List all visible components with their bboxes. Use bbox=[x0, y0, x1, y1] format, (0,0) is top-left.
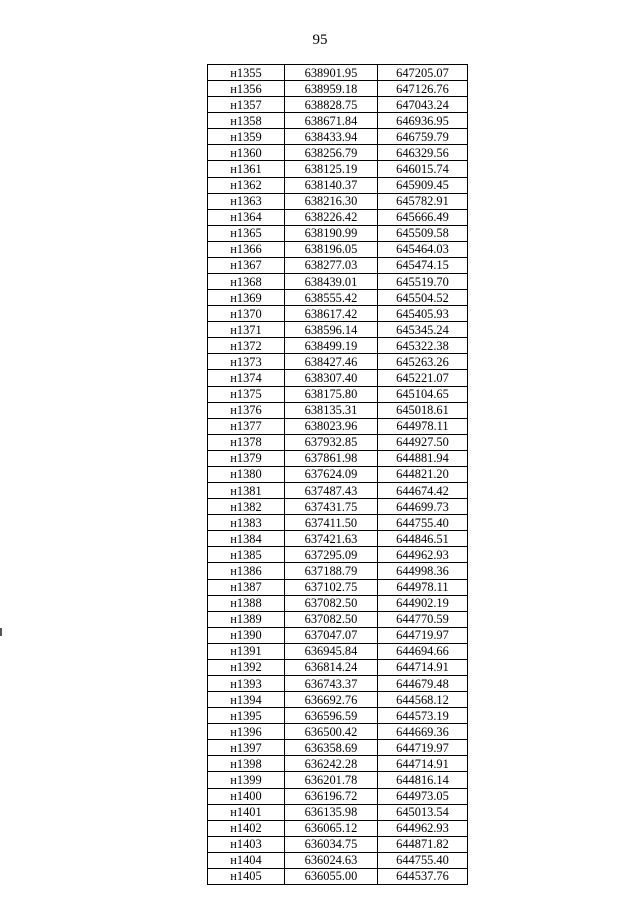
page-number: 95 bbox=[312, 32, 328, 48]
x-coordinate-cell: 638617.42 bbox=[285, 306, 378, 322]
y-coordinate-cell: 645322.38 bbox=[378, 338, 468, 354]
x-coordinate-cell: 636135.98 bbox=[285, 804, 378, 820]
y-coordinate-cell: 645263.26 bbox=[378, 354, 468, 370]
x-coordinate-cell: 638135.31 bbox=[285, 402, 378, 418]
table-row bbox=[208, 354, 468, 370]
y-coordinate-cell: 644816.14 bbox=[378, 772, 468, 788]
scan-edge-mark bbox=[0, 628, 2, 636]
x-coordinate-cell: 636242.28 bbox=[285, 756, 378, 772]
table-row bbox=[208, 193, 468, 209]
x-coordinate-cell: 638427.46 bbox=[285, 354, 378, 370]
y-coordinate-cell: 644821.20 bbox=[378, 466, 468, 482]
table-row bbox=[208, 113, 468, 129]
table-row bbox=[208, 595, 468, 611]
y-coordinate-cell: 644719.97 bbox=[378, 627, 468, 643]
point-id-cell: н1382 bbox=[208, 499, 285, 515]
point-id-cell: н1392 bbox=[208, 659, 285, 675]
y-coordinate-cell: 644568.12 bbox=[378, 692, 468, 708]
y-coordinate-cell: 644573.19 bbox=[378, 708, 468, 724]
y-coordinate-cell: 646759.79 bbox=[378, 129, 468, 145]
point-id-cell: н1396 bbox=[208, 724, 285, 740]
x-coordinate-cell: 638175.80 bbox=[285, 386, 378, 402]
x-coordinate-cell: 636034.75 bbox=[285, 836, 378, 852]
x-coordinate-cell: 638196.05 bbox=[285, 241, 378, 257]
x-coordinate-cell: 638216.30 bbox=[285, 193, 378, 209]
y-coordinate-cell: 645405.93 bbox=[378, 306, 468, 322]
coordinates-table bbox=[207, 64, 468, 885]
y-coordinate-cell: 645104.65 bbox=[378, 386, 468, 402]
table-row bbox=[208, 531, 468, 547]
table-row bbox=[208, 177, 468, 193]
y-coordinate-cell: 644714.91 bbox=[378, 756, 468, 772]
point-id-cell: н1367 bbox=[208, 257, 285, 273]
x-coordinate-cell: 636500.42 bbox=[285, 724, 378, 740]
x-coordinate-cell: 636692.76 bbox=[285, 692, 378, 708]
x-coordinate-cell: 637431.75 bbox=[285, 499, 378, 515]
point-id-cell: н1363 bbox=[208, 193, 285, 209]
x-coordinate-cell: 638596.14 bbox=[285, 322, 378, 338]
point-id-cell: н1383 bbox=[208, 515, 285, 531]
y-coordinate-cell: 646329.56 bbox=[378, 145, 468, 161]
y-coordinate-cell: 645782.91 bbox=[378, 193, 468, 209]
y-coordinate-cell: 645018.61 bbox=[378, 402, 468, 418]
table-row bbox=[208, 740, 468, 756]
y-coordinate-cell: 644694.66 bbox=[378, 643, 468, 659]
point-id-cell: н1393 bbox=[208, 675, 285, 691]
point-id-cell: н1359 bbox=[208, 129, 285, 145]
table-row bbox=[208, 852, 468, 868]
point-id-cell: н1391 bbox=[208, 643, 285, 659]
point-id-cell: н1358 bbox=[208, 113, 285, 129]
table-row bbox=[208, 370, 468, 386]
table-row bbox=[208, 145, 468, 161]
y-coordinate-cell: 645013.54 bbox=[378, 804, 468, 820]
table-row bbox=[208, 499, 468, 515]
x-coordinate-cell: 637082.50 bbox=[285, 595, 378, 611]
x-coordinate-cell: 637624.09 bbox=[285, 466, 378, 482]
x-coordinate-cell: 637411.50 bbox=[285, 515, 378, 531]
table-row bbox=[208, 225, 468, 241]
x-coordinate-cell: 638901.95 bbox=[285, 65, 378, 81]
point-id-cell: н1374 bbox=[208, 370, 285, 386]
point-id-cell: н1357 bbox=[208, 97, 285, 113]
table-row bbox=[208, 804, 468, 820]
x-coordinate-cell: 638671.84 bbox=[285, 113, 378, 129]
y-coordinate-cell: 644679.48 bbox=[378, 675, 468, 691]
point-id-cell: н1365 bbox=[208, 225, 285, 241]
point-id-cell: н1394 bbox=[208, 692, 285, 708]
table-row bbox=[208, 338, 468, 354]
x-coordinate-cell: 636201.78 bbox=[285, 772, 378, 788]
y-coordinate-cell: 644978.11 bbox=[378, 579, 468, 595]
point-id-cell: н1386 bbox=[208, 563, 285, 579]
x-coordinate-cell: 636024.63 bbox=[285, 852, 378, 868]
table-row bbox=[208, 692, 468, 708]
y-coordinate-cell: 644871.82 bbox=[378, 836, 468, 852]
table-row bbox=[208, 643, 468, 659]
table-row bbox=[208, 257, 468, 273]
x-coordinate-cell: 638959.18 bbox=[285, 81, 378, 97]
y-coordinate-cell: 644962.93 bbox=[378, 547, 468, 563]
x-coordinate-cell: 636196.72 bbox=[285, 788, 378, 804]
table-row bbox=[208, 97, 468, 113]
table-row bbox=[208, 836, 468, 852]
table-row bbox=[208, 675, 468, 691]
point-id-cell: н1366 bbox=[208, 241, 285, 257]
x-coordinate-cell: 637932.85 bbox=[285, 434, 378, 450]
table-row bbox=[208, 820, 468, 836]
y-coordinate-cell: 647126.76 bbox=[378, 81, 468, 97]
x-coordinate-cell: 637188.79 bbox=[285, 563, 378, 579]
point-id-cell: н1360 bbox=[208, 145, 285, 161]
x-coordinate-cell: 638226.42 bbox=[285, 209, 378, 225]
point-id-cell: н1381 bbox=[208, 483, 285, 499]
y-coordinate-cell: 644755.40 bbox=[378, 515, 468, 531]
table-row bbox=[208, 466, 468, 482]
y-coordinate-cell: 644881.94 bbox=[378, 450, 468, 466]
point-id-cell: н1355 bbox=[208, 65, 285, 81]
point-id-cell: н1378 bbox=[208, 434, 285, 450]
point-id-cell: н1395 bbox=[208, 708, 285, 724]
table-row bbox=[208, 547, 468, 563]
y-coordinate-cell: 644927.50 bbox=[378, 434, 468, 450]
table-row bbox=[208, 611, 468, 627]
point-id-cell: н1384 bbox=[208, 531, 285, 547]
x-coordinate-cell: 636055.00 bbox=[285, 868, 378, 884]
x-coordinate-cell: 636814.24 bbox=[285, 659, 378, 675]
table-row bbox=[208, 772, 468, 788]
point-id-cell: н1403 bbox=[208, 836, 285, 852]
y-coordinate-cell: 647043.24 bbox=[378, 97, 468, 113]
x-coordinate-cell: 637861.98 bbox=[285, 450, 378, 466]
y-coordinate-cell: 645474.15 bbox=[378, 257, 468, 273]
x-coordinate-cell: 638277.03 bbox=[285, 257, 378, 273]
x-coordinate-cell: 638555.42 bbox=[285, 290, 378, 306]
y-coordinate-cell: 644770.59 bbox=[378, 611, 468, 627]
y-coordinate-cell: 644669.36 bbox=[378, 724, 468, 740]
y-coordinate-cell: 644699.73 bbox=[378, 499, 468, 515]
table-row bbox=[208, 515, 468, 531]
point-id-cell: н1388 bbox=[208, 595, 285, 611]
point-id-cell: н1402 bbox=[208, 820, 285, 836]
x-coordinate-cell: 637295.09 bbox=[285, 547, 378, 563]
y-coordinate-cell: 645221.07 bbox=[378, 370, 468, 386]
table-row bbox=[208, 290, 468, 306]
x-coordinate-cell: 636945.84 bbox=[285, 643, 378, 659]
table-row bbox=[208, 65, 468, 81]
y-coordinate-cell: 645909.45 bbox=[378, 177, 468, 193]
point-id-cell: н1379 bbox=[208, 450, 285, 466]
table-row bbox=[208, 434, 468, 450]
table-row bbox=[208, 386, 468, 402]
table-row bbox=[208, 81, 468, 97]
table-row bbox=[208, 209, 468, 225]
point-id-cell: н1405 bbox=[208, 868, 285, 884]
y-coordinate-cell: 646015.74 bbox=[378, 161, 468, 177]
point-id-cell: н1389 bbox=[208, 611, 285, 627]
x-coordinate-cell: 638256.79 bbox=[285, 145, 378, 161]
y-coordinate-cell: 645666.49 bbox=[378, 209, 468, 225]
y-coordinate-cell: 644714.91 bbox=[378, 659, 468, 675]
point-id-cell: н1368 bbox=[208, 274, 285, 290]
y-coordinate-cell: 644973.05 bbox=[378, 788, 468, 804]
point-id-cell: н1370 bbox=[208, 306, 285, 322]
table-row bbox=[208, 129, 468, 145]
table-row bbox=[208, 756, 468, 772]
x-coordinate-cell: 637421.63 bbox=[285, 531, 378, 547]
y-coordinate-cell: 644998.36 bbox=[378, 563, 468, 579]
y-coordinate-cell: 646936.95 bbox=[378, 113, 468, 129]
x-coordinate-cell: 636743.37 bbox=[285, 675, 378, 691]
table-row bbox=[208, 708, 468, 724]
table-row bbox=[208, 627, 468, 643]
y-coordinate-cell: 644755.40 bbox=[378, 852, 468, 868]
y-coordinate-cell: 645345.24 bbox=[378, 322, 468, 338]
point-id-cell: н1401 bbox=[208, 804, 285, 820]
table-row bbox=[208, 306, 468, 322]
x-coordinate-cell: 638828.75 bbox=[285, 97, 378, 113]
table-row bbox=[208, 161, 468, 177]
x-coordinate-cell: 638125.19 bbox=[285, 161, 378, 177]
table-row bbox=[208, 724, 468, 740]
point-id-cell: н1376 bbox=[208, 402, 285, 418]
y-coordinate-cell: 644719.97 bbox=[378, 740, 468, 756]
table-row bbox=[208, 322, 468, 338]
x-coordinate-cell: 638499.19 bbox=[285, 338, 378, 354]
x-coordinate-cell: 638140.37 bbox=[285, 177, 378, 193]
x-coordinate-cell: 637487.43 bbox=[285, 483, 378, 499]
point-id-cell: н1398 bbox=[208, 756, 285, 772]
table-row bbox=[208, 450, 468, 466]
x-coordinate-cell: 638433.94 bbox=[285, 129, 378, 145]
y-coordinate-cell: 645504.52 bbox=[378, 290, 468, 306]
x-coordinate-cell: 638190.99 bbox=[285, 225, 378, 241]
point-id-cell: н1364 bbox=[208, 209, 285, 225]
point-id-cell: н1362 bbox=[208, 177, 285, 193]
table-row bbox=[208, 579, 468, 595]
point-id-cell: н1399 bbox=[208, 772, 285, 788]
point-id-cell: н1369 bbox=[208, 290, 285, 306]
point-id-cell: н1385 bbox=[208, 547, 285, 563]
point-id-cell: н1387 bbox=[208, 579, 285, 595]
table-row bbox=[208, 483, 468, 499]
y-coordinate-cell: 644537.76 bbox=[378, 868, 468, 884]
x-coordinate-cell: 638023.96 bbox=[285, 418, 378, 434]
coordinates-table-body bbox=[208, 65, 468, 885]
table-row bbox=[208, 788, 468, 804]
table-row bbox=[208, 241, 468, 257]
point-id-cell: н1390 bbox=[208, 627, 285, 643]
table-row bbox=[208, 659, 468, 675]
y-coordinate-cell: 647205.07 bbox=[378, 65, 468, 81]
x-coordinate-cell: 637047.07 bbox=[285, 627, 378, 643]
point-id-cell: н1356 bbox=[208, 81, 285, 97]
x-coordinate-cell: 636358.69 bbox=[285, 740, 378, 756]
point-id-cell: н1375 bbox=[208, 386, 285, 402]
y-coordinate-cell: 644962.93 bbox=[378, 820, 468, 836]
point-id-cell: н1400 bbox=[208, 788, 285, 804]
point-id-cell: н1373 bbox=[208, 354, 285, 370]
x-coordinate-cell: 637102.75 bbox=[285, 579, 378, 595]
y-coordinate-cell: 645464.03 bbox=[378, 241, 468, 257]
point-id-cell: н1361 bbox=[208, 161, 285, 177]
point-id-cell: н1372 bbox=[208, 338, 285, 354]
table-row bbox=[208, 868, 468, 884]
x-coordinate-cell: 636596.59 bbox=[285, 708, 378, 724]
y-coordinate-cell: 644674.42 bbox=[378, 483, 468, 499]
y-coordinate-cell: 644978.11 bbox=[378, 418, 468, 434]
x-coordinate-cell: 638307.40 bbox=[285, 370, 378, 386]
x-coordinate-cell: 637082.50 bbox=[285, 611, 378, 627]
table-row bbox=[208, 418, 468, 434]
table-row bbox=[208, 563, 468, 579]
x-coordinate-cell: 636065.12 bbox=[285, 820, 378, 836]
y-coordinate-cell: 644846.51 bbox=[378, 531, 468, 547]
table-row bbox=[208, 274, 468, 290]
table-row bbox=[208, 402, 468, 418]
y-coordinate-cell: 645509.58 bbox=[378, 225, 468, 241]
point-id-cell: н1377 bbox=[208, 418, 285, 434]
point-id-cell: н1397 bbox=[208, 740, 285, 756]
point-id-cell: н1371 bbox=[208, 322, 285, 338]
x-coordinate-cell: 638439.01 bbox=[285, 274, 378, 290]
point-id-cell: н1404 bbox=[208, 852, 285, 868]
point-id-cell: н1380 bbox=[208, 466, 285, 482]
y-coordinate-cell: 644902.19 bbox=[378, 595, 468, 611]
y-coordinate-cell: 645519.70 bbox=[378, 274, 468, 290]
